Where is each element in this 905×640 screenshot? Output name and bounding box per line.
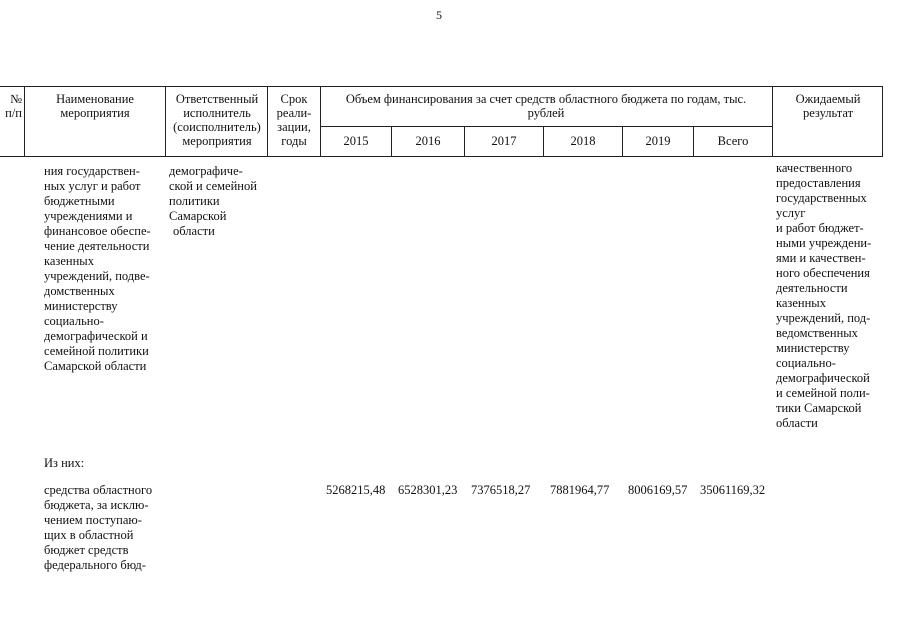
text-line: бюджета, за исклю-: [44, 498, 149, 512]
header-result: Ожидаемый результат: [795, 92, 861, 120]
year-2017: 2017: [491, 134, 517, 148]
header-executor: Ответственный исполнитель (соисполнитель) мероприятия: [173, 92, 261, 148]
text-line: федерального бюд-: [44, 558, 146, 572]
header-name: Наименование мероприятия: [56, 92, 134, 120]
text-line: государственных: [776, 191, 867, 205]
table-header: [0, 86, 883, 156]
text-line: казенных: [776, 296, 826, 310]
text-line: качественного: [776, 161, 853, 175]
expected-result-text: [776, 161, 880, 431]
col-divider: [882, 86, 883, 157]
text-line: ями и качествен-: [776, 251, 866, 265]
years-line: [320, 126, 772, 127]
value-2019: 8006169,57: [628, 483, 688, 497]
col-divider: [267, 86, 268, 157]
value-2015: 5268215,48: [326, 483, 386, 497]
value-2018: 7881964,77: [550, 483, 610, 497]
text-line: щих в областной: [44, 528, 134, 542]
text-line: Самарской: [169, 209, 227, 223]
year-2018: 2018: [570, 134, 596, 148]
text-line: ных услуг и работ: [44, 179, 141, 193]
text-line: министерству: [776, 341, 850, 355]
text-line: министерству: [44, 299, 118, 313]
text-line: учреждений, под-: [776, 311, 871, 325]
year-total: Всего: [717, 134, 749, 148]
col-divider: [772, 86, 773, 157]
header-top-line: [0, 86, 883, 87]
text-line: тики Самарской: [776, 401, 862, 415]
header-num: № п/п: [5, 92, 22, 120]
col-divider: [24, 86, 25, 157]
text-line: домственных: [44, 284, 115, 298]
header-bottom-line: [0, 156, 883, 157]
value-2016: 6528301,23: [398, 483, 458, 497]
text-line: ного обеспечения: [776, 266, 870, 280]
text-line: финансовое обеспе-: [44, 224, 151, 238]
text-line: семейной политики: [44, 344, 149, 358]
text-line: предоставления: [776, 176, 861, 190]
year-2019: 2019: [645, 134, 671, 148]
text-line: учреждениями и: [44, 209, 133, 223]
executor-text: [169, 164, 269, 239]
page-number: 5: [436, 8, 442, 22]
year-2015: 2015: [343, 134, 369, 148]
text-line: демографической и: [44, 329, 148, 343]
text-line: ными учреждени-: [776, 236, 872, 250]
sub-item-text: [44, 483, 164, 573]
text-line: области: [776, 416, 818, 430]
text-line: казенных: [44, 254, 94, 268]
text-line: услуг: [776, 206, 806, 220]
year-2016: 2016: [415, 134, 441, 148]
text-line: социально-: [44, 314, 104, 328]
text-line: бюджет средств: [44, 543, 129, 557]
header-funding: Объем финансирования за счет средств областного бюджета по годам, тыс. рублей: [345, 92, 747, 120]
text-line: области: [173, 224, 215, 238]
text-line: демографиче-: [169, 164, 243, 178]
text-line: чением поступаю-: [44, 513, 142, 527]
text-line: и семейной поли-: [776, 386, 870, 400]
text-line: политики: [169, 194, 220, 208]
text-line: демографической: [776, 371, 870, 385]
col-divider: [165, 86, 166, 157]
text-line: и работ бюджет-: [776, 221, 864, 235]
text-line: бюджетными: [44, 194, 115, 208]
of-them-label: Из них:: [44, 456, 85, 470]
value-2017: 7376518,27: [471, 483, 531, 497]
activity-name-text: [44, 164, 164, 374]
text-line: ния государствен-: [44, 164, 140, 178]
text-line: чение деятельности: [44, 239, 150, 253]
text-line: социально-: [776, 356, 836, 370]
text-line: деятельности: [776, 281, 848, 295]
text-line: ведомственных: [776, 326, 858, 340]
text-line: средства областного: [44, 483, 153, 497]
text-line: учреждений, подве-: [44, 269, 150, 283]
header-term: Срок реали- зации, годы: [276, 92, 312, 148]
text-line: Самарской области: [44, 359, 147, 373]
value-total: 35061169,32: [700, 483, 766, 497]
text-line: ской и семейной: [169, 179, 257, 193]
